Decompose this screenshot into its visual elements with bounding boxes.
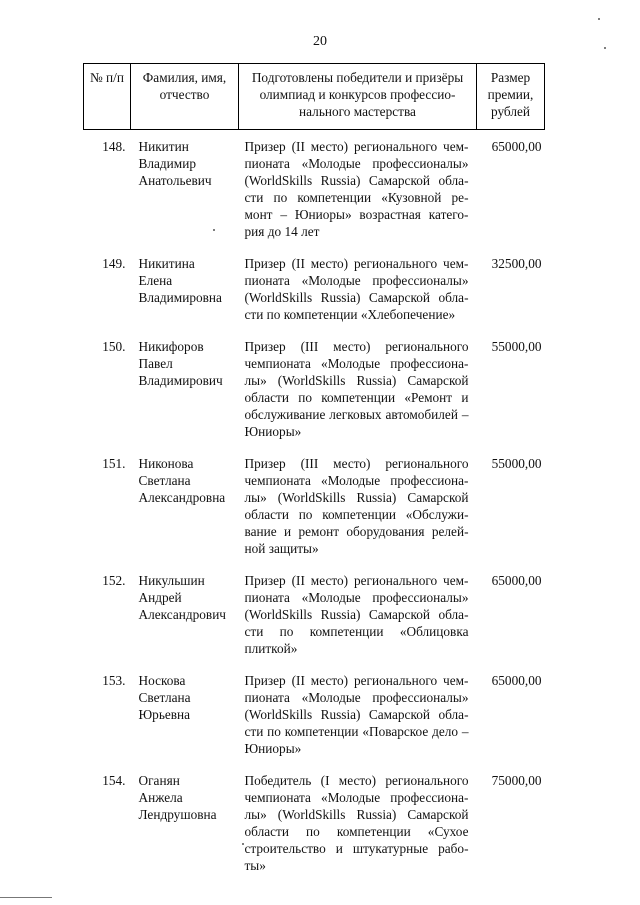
row-number: 148. [102, 139, 126, 154]
row-description: Призер (III место) регионального чемпионата «Молодые профессиона-лы» (WorldSkills Russia) Самарской области по компетенции «Ремонт и обслуживание легковых автомобилей – Юниоры» [244, 339, 469, 439]
row-description: Победитель (I место) регионального чемпионата «Молодые профессиона-лы» (WorldSkills Russia) Самарской области по компетенции «Сухое строительство и штукатурные рабо-ты» [244, 773, 469, 873]
first-name: Андрей [138, 590, 182, 605]
row-prize: 75000,00 [491, 773, 542, 788]
first-name: Елена [138, 273, 173, 288]
header-description: Подготовлены победители и призёры олимпиад и конкурсов профессио-нального мастерства [239, 64, 477, 130]
patronymic: Владимирович [138, 373, 223, 388]
patronymic: Анатольевич [138, 173, 212, 188]
surname: Никитин [138, 139, 189, 154]
row-prize: 65000,00 [491, 673, 542, 688]
first-name: Светлана [138, 690, 191, 705]
row-number: 152. [102, 573, 126, 588]
surname: Никонова [138, 456, 194, 471]
header-prize: Размер премии, рублей [477, 64, 545, 130]
first-name: Павел [138, 356, 173, 371]
row-name [131, 246, 239, 329]
scan-speck [213, 229, 215, 231]
table-row [84, 563, 545, 663]
header-number: № п/п [84, 64, 131, 130]
surname: Оганян [138, 773, 180, 788]
row-prize: 55000,00 [491, 339, 542, 354]
awards-table [83, 63, 545, 880]
table-row [84, 763, 545, 880]
surname: Никульшин [138, 573, 205, 588]
row-description: Призер (II место) регионального чем-пионата «Молодые профессионалы» (WorldSkills Russia) Самарской обла-сти по компетенции «Кузовной ре-монт – Юниоры» возрастная катего-рия до 14 лет [244, 139, 469, 239]
table-row [84, 246, 545, 329]
row-prize: 32500,00 [491, 256, 542, 271]
patronymic: Лендрушовна [138, 807, 217, 822]
table-row [84, 130, 545, 247]
first-name: Светлана [138, 473, 191, 488]
scan-speck [604, 47, 606, 49]
row-number: 151. [102, 456, 126, 471]
row-number: 149. [102, 256, 126, 271]
row-name [131, 329, 239, 446]
scan-speck [242, 843, 244, 845]
row-description: Призер (II место) регионального чем-пионата «Молодые профессионалы» (WorldSkills Russia) Самарской обла-сти по компетенции «Хлебопечение» [244, 256, 469, 322]
surname: Никифоров [138, 339, 204, 354]
table-row [84, 446, 545, 563]
row-description: Призер (III место) регионального чемпионата «Молодые профессиона-лы» (WorldSkills Russia) Самарской области по компетенции «Обслужи-вание и ремонт оборудования релей-ной защиты» [244, 456, 469, 556]
row-name [131, 130, 239, 247]
patronymic: Александрович [138, 607, 226, 622]
patronymic: Владимировна [138, 290, 222, 305]
first-name: Владимир [138, 156, 196, 171]
row-name [131, 446, 239, 563]
patronymic: Александровна [138, 490, 226, 505]
table-header-row [84, 64, 545, 130]
row-description: Призер (II место) регионального чем-пионата «Молодые профессионалы» (WorldSkills Russia) Самарской обла-сти по компетенции «Поварское дело – Юниоры» [244, 673, 469, 756]
row-prize: 55000,00 [491, 456, 542, 471]
table-row [84, 329, 545, 446]
scan-edge-line [0, 897, 52, 898]
scan-speck [598, 18, 600, 20]
row-number: 154. [102, 773, 126, 788]
row-description: Призер (II место) регионального чем-пионата «Молодые профессионалы» (WorldSkills Russia) Самарской обла-сти по компетенции «Облицовка плиткой» [244, 573, 469, 656]
first-name: Анжела [138, 790, 183, 805]
patronymic: Юрьевна [138, 707, 191, 722]
page-number: 20 [313, 34, 327, 49]
row-prize: 65000,00 [491, 139, 542, 154]
row-prize: 65000,00 [491, 573, 542, 588]
row-number: 153. [102, 673, 126, 688]
header-name: Фамилия, имя, отчество [131, 64, 239, 130]
row-name [131, 563, 239, 663]
row-name [131, 763, 239, 880]
row-name [131, 663, 239, 763]
surname: Носкова [138, 673, 186, 688]
surname: Никитина [138, 256, 195, 271]
table-row [84, 663, 545, 763]
row-number: 150. [102, 339, 126, 354]
